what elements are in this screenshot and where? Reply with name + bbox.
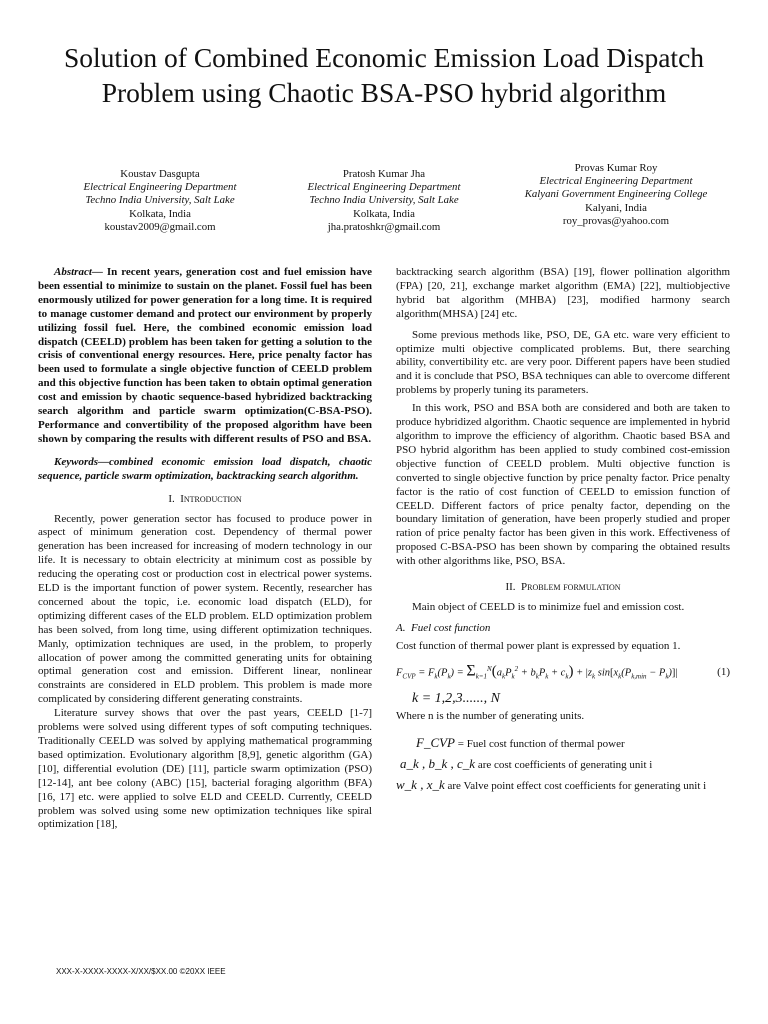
body-paragraph: Where n is the number of generating units. <box>396 710 585 723</box>
author-university: Techno India University, Salt Lake <box>309 194 459 207</box>
equation-number: (1) <box>717 666 730 679</box>
body-paragraph: In this work, PSO and BSA both are considered and both are taken to produce hybridized algorithm. Chaotic sequence are implemented in hybrid algorithm to improve the efficiency of algorithm. Chaotic based BSA and PSO hybrid algorithm has been applied to study combined cost-emission objective function of CEELD problem. Multi objective function is converted to single objective function by price penalty factor. Price penalty factor is the ratio of cost function of CEELD to emission function of CEELD. Different factors of price penalty factor, depending on the boundary limitation of generation, have been properly studied and proper ration of price penalty factor has been given in this work. Effectiveness of proposed C-BSA-PSO has been shown by comparing the obtained results with other algorithms like, PSO, BSA. <box>396 402 730 568</box>
author-block-2 <box>284 168 484 234</box>
section-number: I. <box>168 492 175 505</box>
footer-copyright: XXX-X-XXXX-XXXX-X/XX/$XX.00 ©20XX IEEE <box>56 967 226 976</box>
definition-symbol: F_CVP <box>416 734 455 750</box>
author-dept: Electrical Engineering Department <box>83 181 237 194</box>
section-number: II. <box>505 581 516 594</box>
abstract-text: In recent years, generation cost and fuel emission have been essential to minimize to sustain on the planet. Fossil fuel has been enormously utilized for power generation for a long time. It is required to manage customer demand and protect our environment by properly utilizing fossil fuel. Here, the combined economic emission load dispatch (CEELD) problem has been taken for getting a solution to the crisis of conventional energy resources. Here, price penalty factor has been used to formulate a single objective function of CEELD problem and this objective function has been taken to obtain optimal generation cost and emission by chaotic sequence-based hybridized backtracking search algorithm and particle swarm optimization(C-BSA-PSO). Performance and convertibility of the proposed algorithm have been shown by comparing the results with different results of PSO and BSA. <box>38 266 372 445</box>
body-paragraph: Main object of CEELD is to minimize fuel and emission cost. <box>412 600 685 613</box>
author-email: jha.pratoshkr@gmail.com <box>327 220 441 233</box>
author-city: Kolkata, India <box>129 207 191 220</box>
definition-symbol: a_k , b_k , c_k <box>400 755 476 771</box>
equation-body: $F_{CVP} = F_k(P_k) = \Sigma_{k=1}^N(a_kP_k^2 + b_kP_k + c_k) + |z_k$ $\sin[x_k(P_{k,min} - P_k)]|$ <box>396 662 678 681</box>
intro-paragraph: Recently, power generation sector has focused to produce power in aspect of minimum generation cost. Dependency of thermal power generation has been increased for increasing of modern technology in our life. It is necessary to obtain electricity at minimum cost as possible by reducing the operating cost or production cost in electrical power systems. ELD is the important function of power system. Recently, researcher has concerned about the topic, i.e. economic load dispatch (ELD), for optimizing different cases of the ELD problem. ELD optimization problem has been solved, from long time, using different optimization techniques. Manly, optimization techniques are used, in the problem, to properly allocation of power among the committed generating units for obtaining optimal generation cost and emission. Different linear, nonlinear constraints are considered in ELD problem. This problem is made more complicated by considering different generating constraints. <box>38 512 372 706</box>
author-university: Techno India University, Salt Lake <box>85 194 235 207</box>
definition-item <box>400 757 730 773</box>
section-heading-problem-formulation <box>396 581 730 595</box>
author-email: koustav2009@gmail.com <box>104 220 216 233</box>
author-city: Kolkata, India <box>353 207 415 220</box>
author-block-1 <box>60 168 260 234</box>
body-paragraph: Some previous methods like, PSO, DE, GA etc. ware very efficient to optimize multi objective complicated problems. But, there searching ability, convertibility etc. are very poor. Different papers have been studied and it is conclude that PSO, BSA techniques can able to overcome different problems by properly tuning its parameters. <box>396 328 730 397</box>
left-column <box>38 266 372 832</box>
body-paragraph: Cost function of thermal power plant is expressed by equation 1. <box>396 639 681 652</box>
index-range: k = 1,2,3......, N <box>412 691 500 707</box>
definitions-list <box>396 736 730 794</box>
author-city: Kalyani, India <box>585 201 647 214</box>
subsection-heading-fuel-cost <box>396 622 730 636</box>
subsection-number: A. <box>396 621 406 634</box>
author-dept: Electrical Engineering Department <box>539 175 693 188</box>
paper-title: Solution of Combined Economic Emission Load Dispatch Problem using Chaotic BSA-PSO hybrid algorithm <box>63 42 705 108</box>
definition-item <box>396 778 730 794</box>
definition-text: are cost coefficients of generating unit i <box>475 758 653 771</box>
definition-symbol: w_k , x_k <box>396 776 445 792</box>
right-column <box>396 266 730 794</box>
definition-text: = Fuel cost function of thermal power <box>455 737 625 750</box>
author-name: Provas Kumar Roy <box>574 162 658 174</box>
abstract <box>38 266 372 447</box>
equation-1 <box>396 663 730 685</box>
author-name: Koustav Dasgupta <box>120 168 200 180</box>
author-dept: Electrical Engineering Department <box>307 181 461 194</box>
body-paragraph: backtracking search algorithm (BSA) [19], flower pollination algorithm (FPA) [20, 21], exchange market algorithm (EMA) [22], multiobjective hybrid bat algorithm (MHBA) [23], modified harmony search algorithm(MHSA) [24] etc. <box>396 266 730 320</box>
author-block-3 <box>516 162 716 228</box>
abstract-label: Abstract— <box>54 266 103 278</box>
definition-item <box>416 736 730 752</box>
keywords: Keywords—combined economic emission load dispatch, chaotic sequence, particle swarm optimization, backtracking search algorithm. <box>38 455 372 482</box>
author-email: roy_provas@yahoo.com <box>562 214 670 227</box>
author-name: Pratosh Kumar Jha <box>342 168 426 180</box>
author-university: Kalyani Government Engineering College <box>524 188 708 201</box>
section-title: Introduction <box>180 492 242 505</box>
section-heading-introduction <box>38 493 372 507</box>
definition-text: are Valve point effect cost coefficients for generating unit i <box>444 779 707 792</box>
subsection-title: Fuel cost function <box>410 621 491 634</box>
section-title: Problem formulation <box>521 581 621 594</box>
intro-paragraph: Literature survey shows that over the past years, CEELD [1-7] problems were solved using different types of soft computing techniques. Traditionally CEELD was solved by applying mathematical programming based optimization. Evolutionary algorithm [8,9], genetic algorithm (GA) [10], differential evolution (DE) [11], particle swarm optimization (PSO) [12-14], ant bee colony (ABC) [15], bacterial foraging algorithm (BFA) [16, 17] etc. were applied to solve ELD and CEELD. Currently, CEELD problem was solved using some new optimization techniques like spiral optimization [18], <box>38 707 372 831</box>
